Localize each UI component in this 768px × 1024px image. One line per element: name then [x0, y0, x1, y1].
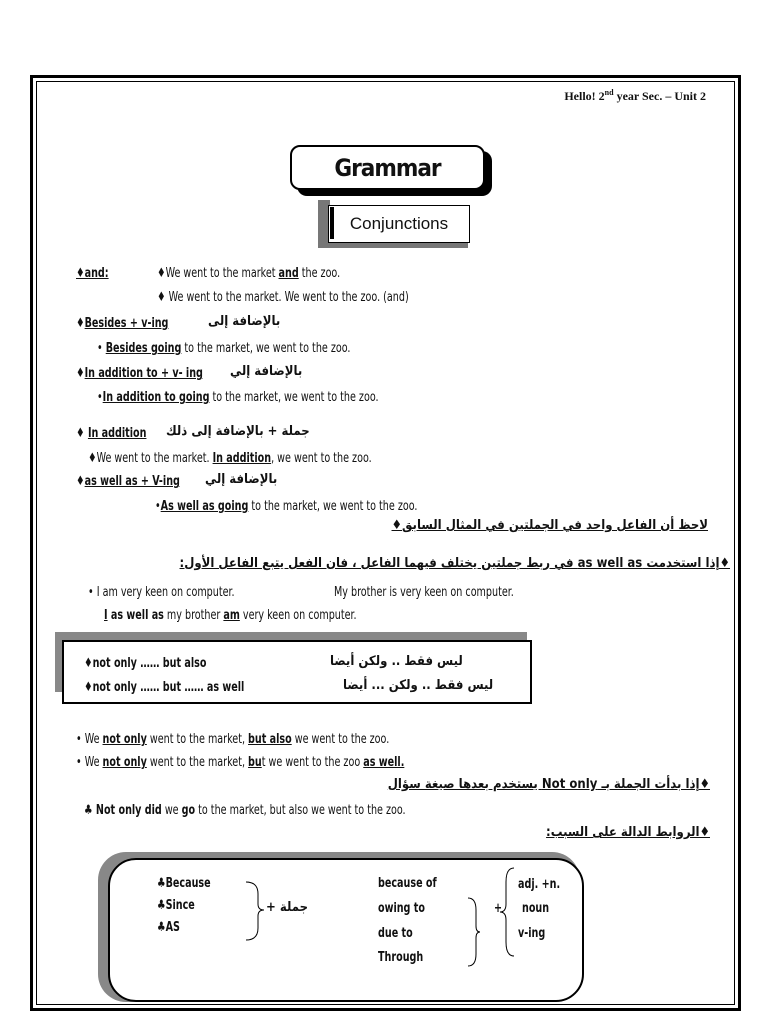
note-same-subject: لاحظ أن الفاعل واحد في الجملتين في المثال السابق♦: [391, 518, 708, 533]
inaddition-to-rule: ♦In addition to + v- ing: [76, 366, 203, 381]
and-rule: [76, 266, 109, 281]
inaddition-rule: ♦ In addition: [76, 426, 147, 441]
noun-item: noun: [522, 901, 550, 916]
because-of-item: because of: [378, 876, 437, 891]
notonly-row2-en: ♦not only …… but …… as well: [84, 680, 245, 695]
grammar-title: Grammar: [290, 145, 485, 190]
plus-sign: +: [494, 901, 503, 916]
aswell-example: •As well as going to the market, we went to the zoo.: [155, 499, 418, 514]
and-example-1: ♦We went to the market and the zoo.: [157, 266, 341, 281]
keen-example-1: • I am very keen on computer.: [88, 585, 235, 600]
left-brace-icon: [244, 880, 264, 942]
adj-noun-item: adj. +n.: [518, 877, 561, 892]
notonly-example-1: • We not only went to the market, but also we went to the zoo.: [76, 732, 390, 747]
conjunctions-bar: [330, 207, 334, 239]
notonly-row1-en: ♦not only …… but also: [84, 656, 207, 671]
header-sup: nd: [604, 88, 614, 97]
owing-to-item: owing to: [378, 901, 425, 916]
inaddition-to-rule-ar: بالإضافة إلي: [230, 364, 303, 379]
mid-brace-icon: [466, 896, 480, 968]
notonly-row1-ar: ليس فقط .. ولكن أيضا: [330, 654, 463, 669]
inaddition-to-example: •In addition to going to the market, we went to the zoo.: [97, 390, 379, 405]
keen-example-3: I as well as my brother am very keen on computer.: [104, 608, 357, 623]
besides-example: • Besides going to the market, we went to the zoo.: [97, 341, 351, 356]
inaddition-rule-ar: جملة + بالإضافة إلى ذلك: [166, 424, 310, 439]
note-aswell-subject: ♦إذا استخدمت as well as في ربط جملتين يختلف فيهما الفاعل ، فان الفعل يتبع الفاعل الأول:: [179, 556, 730, 571]
notonly-inversion-example: ♣ Not only did we go to the market, but also we went to the zoo.: [84, 803, 406, 818]
notonly-row2-ar: ليس فقط .. ولكن ... أيضا: [343, 678, 494, 693]
keen-example-2: My brother is very keen on computer.: [334, 585, 514, 600]
cause-connectors-heading: ♦الروابط الدالة على السبب:: [546, 825, 710, 840]
and-label: ♦and:: [76, 266, 109, 281]
notonly-example-2: • We not only went to the market, but we went to the zoo as well.: [76, 755, 405, 770]
because-item: ♣Because: [157, 876, 211, 891]
conjunctions-subtitle: Conjunctions: [328, 205, 470, 243]
notonly-inversion-rule: ♦إذا بدأت الجملة بـ Not only يستخدم بعدها صيغة سؤال: [387, 777, 710, 792]
through-item: Through: [378, 950, 424, 965]
and-example-2: ♦ We went to the market. We went to the zoo. (and): [157, 290, 409, 305]
inaddition-example: ♦We went to the market. In addition, we went to the zoo.: [88, 451, 372, 466]
sentence-plus-note: جملة +: [266, 900, 309, 915]
header-text: [564, 88, 706, 104]
header-suffix: year Sec. – Unit 2: [613, 89, 706, 103]
ving-item: v-ing: [518, 926, 546, 941]
besides-rule: ♦Besides + v-ing: [76, 316, 169, 331]
header-prefix: Hello! 2: [564, 89, 605, 103]
since-item: ♣Since: [157, 898, 195, 913]
right-brace-icon: [500, 866, 516, 958]
due-to-item: due to: [378, 926, 413, 941]
aswell-rule-ar: بالإضافة إلي: [205, 472, 278, 487]
besides-rule-ar: بالإضافة إلى: [208, 314, 281, 329]
aswell-rule: ♦as well as + V-ing: [76, 474, 180, 489]
as-item: ♣AS: [157, 920, 180, 935]
